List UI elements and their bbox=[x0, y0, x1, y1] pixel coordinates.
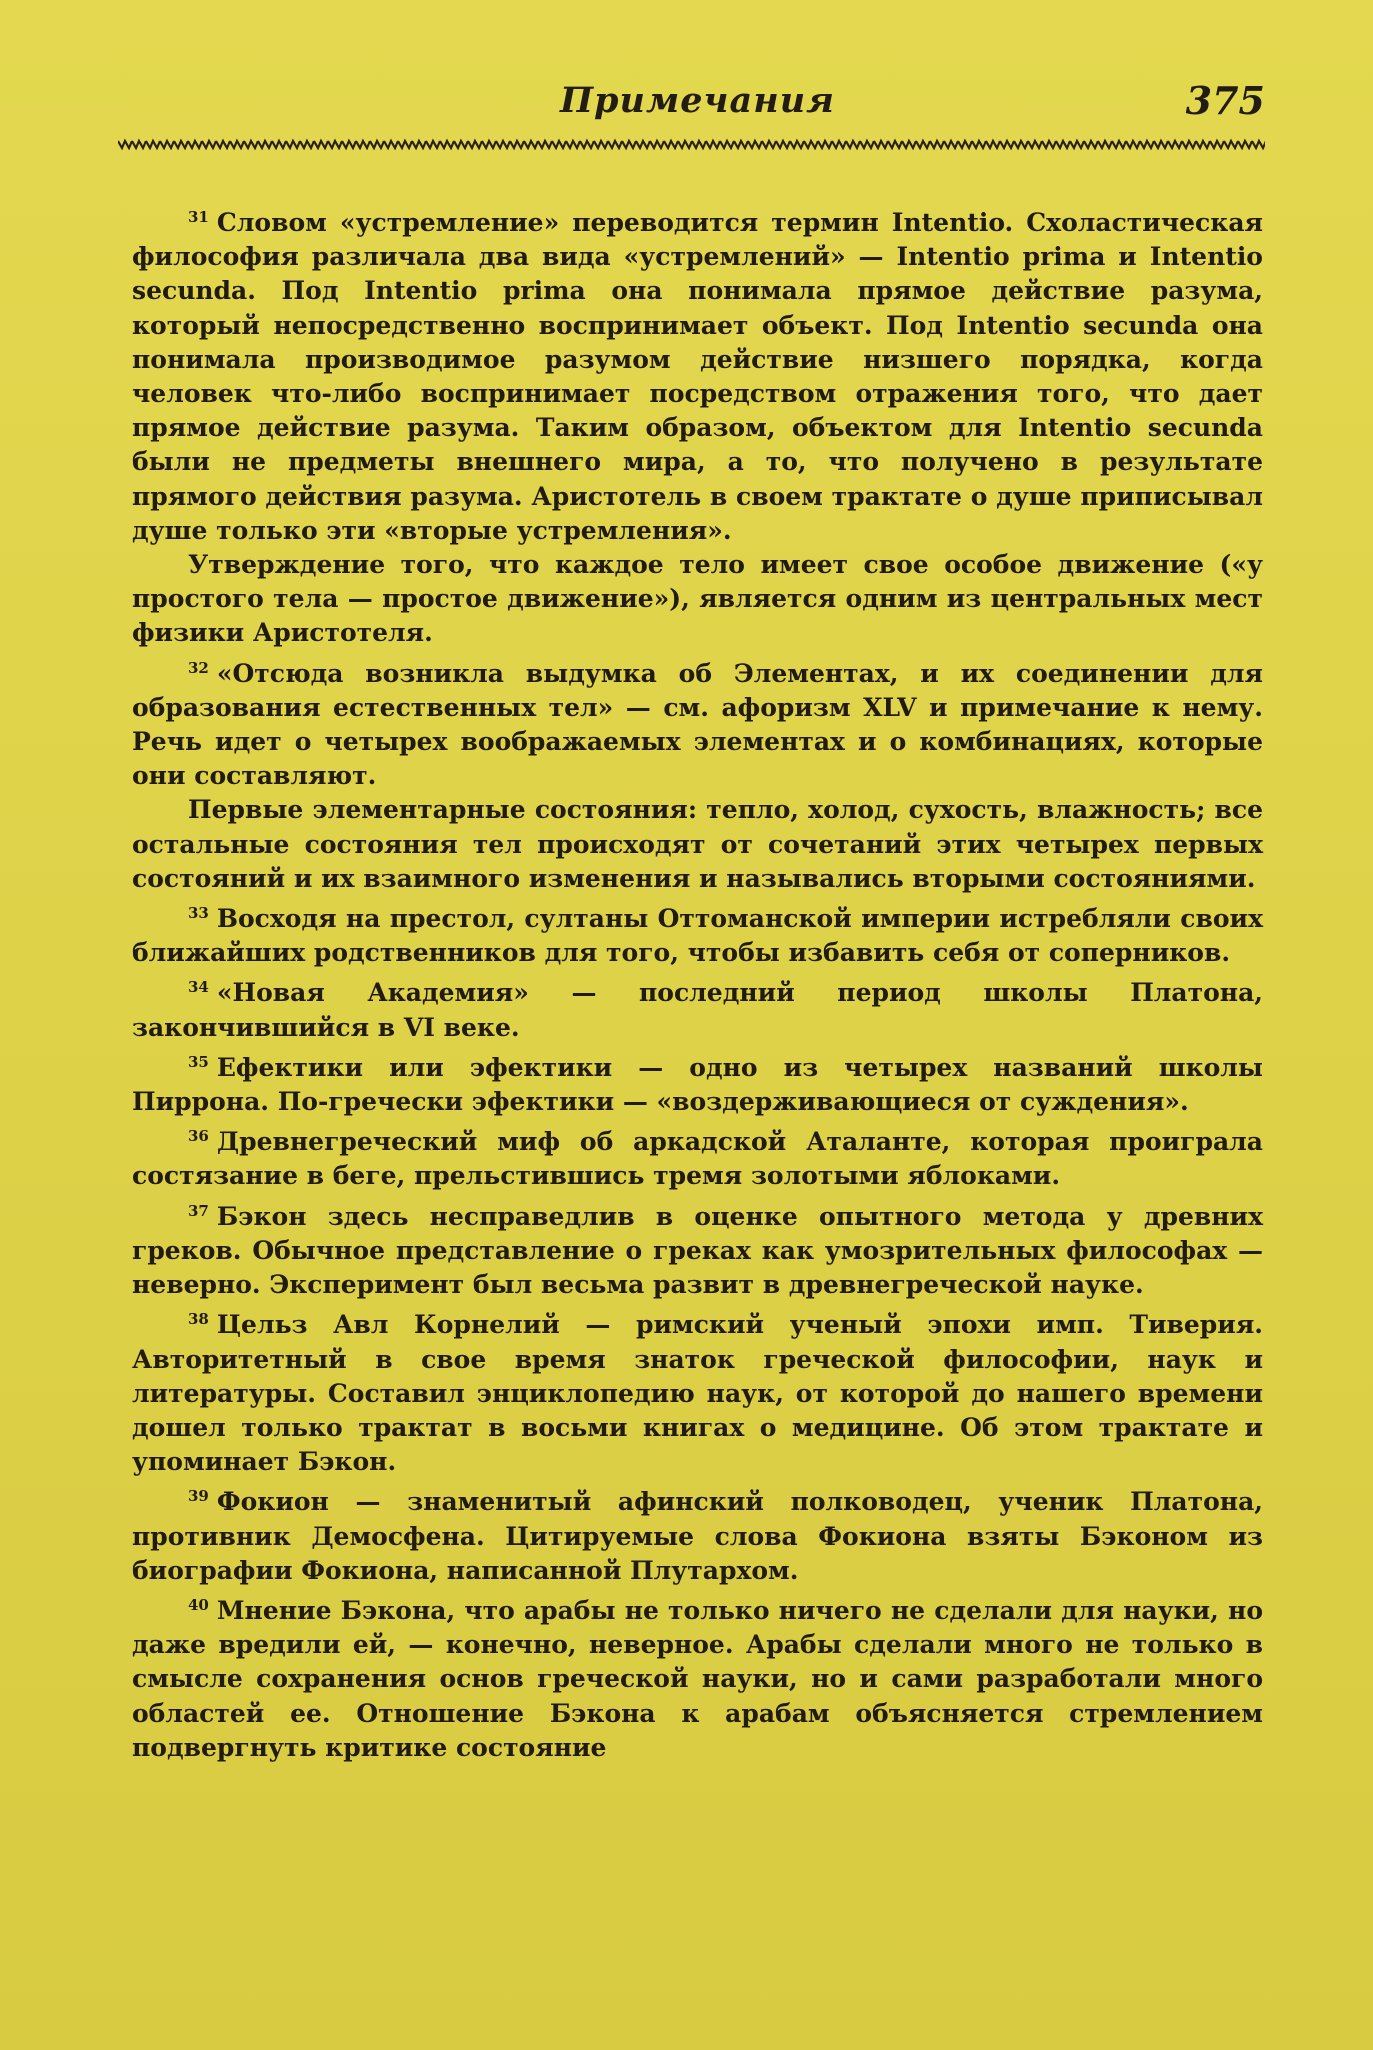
note-paragraph bbox=[132, 1194, 1263, 1303]
note-text: Ефектики или эфектики — одно из четырех названий школы Пиррона. По-гречески эфектики — «воздерживающиеся от суждения». bbox=[132, 1052, 1263, 1117]
note-text: Бэкон здесь несправедлив в оценке опытного метода у древних греков. Обычное представление о греках как умозрительных философах — неверно. Эксперимент был весьма развит в древнегреческой науке. bbox=[132, 1201, 1263, 1300]
note-text: Восходя на престол, султаны Оттоманской империи истребляли своих ближайших родственников для того, чтобы избавить себя от соперников. bbox=[132, 904, 1263, 968]
note-number: 31 bbox=[188, 208, 209, 226]
running-title: Примечания bbox=[559, 80, 836, 121]
note-number: 38 bbox=[188, 1310, 209, 1329]
note-paragraph bbox=[132, 1045, 1263, 1119]
note-paragraph bbox=[132, 970, 1263, 1044]
note-paragraph bbox=[132, 1588, 1263, 1765]
note-paragraph bbox=[132, 1479, 1263, 1588]
note-paragraph bbox=[132, 1302, 1263, 1479]
note-paragraph bbox=[132, 651, 1263, 794]
note-text: «Отсюда возникла выдумка об Элементах, и их соединении для образования естественных тел» — см. афоризм XLV и примечание к нему. Речь идет о четырех воображаемых элементах и о комбинациях, которые они составляют. bbox=[132, 658, 1263, 791]
note-number: 35 bbox=[188, 1052, 209, 1071]
page-number: 375 bbox=[1185, 78, 1265, 123]
note-paragraph bbox=[132, 548, 1263, 651]
decorative-wave-rule bbox=[118, 138, 1265, 150]
note-number: 32 bbox=[188, 658, 209, 677]
note-text: Словом «устремление» переводится термин Intentio. Схоластическая философия различала два вида «устремлений» — Intentio prima и Intentio secunda. Под Intentio prima она понимала прямое действие разума, который непосредственно воспринимает объект. Под Intentio secunda она понимала производимое разумом действие низшего порядка, когда человек что-либо воспринимает посредством отражения того, что дает прямое действие разума. Таким образом, объектом для Intentio secunda были не предметы внешнего мира, а то, что получено в результате прямого действия разума. Аристотель в своем трактате о душе приписывал душе только эти «вторые устремления». bbox=[132, 208, 1263, 545]
note-text: Первые элементарные состояния: тепло, холод, сухость, влажность; все остальные состояния тел происходят от сочетаний этих четырех первых состояний и их взаимного изменения и назывались вторыми состояниями. bbox=[132, 795, 1263, 893]
note-paragraph bbox=[132, 200, 1263, 548]
note-number: 37 bbox=[188, 1201, 209, 1220]
note-number: 39 bbox=[188, 1487, 209, 1506]
note-number: 40 bbox=[188, 1595, 209, 1614]
note-number: 34 bbox=[188, 978, 209, 997]
note-text: Цельз Авл Корнелий — римский ученый эпохи имп. Тиверия. Авторитетный в свое время знаток греческой философии, наук и литературы. Составил энциклопедию наук, от которой до нашего времени дошел только трактат в восьми книгах о медицине. Об этом трактате и упоминает Бэкон. bbox=[132, 1310, 1263, 1477]
note-text: «Новая Академия» — последний период школы Платона, закончившийся в VI веке. bbox=[132, 978, 1263, 1042]
note-paragraph bbox=[132, 896, 1263, 970]
note-paragraph bbox=[132, 1119, 1263, 1193]
page-header bbox=[130, 80, 1265, 136]
note-number: 36 bbox=[188, 1127, 209, 1146]
note-paragraph bbox=[132, 793, 1263, 896]
notes-body bbox=[132, 200, 1263, 1765]
note-number: 33 bbox=[188, 904, 209, 923]
note-text: Утверждение того, что каждое тело имеет свое особое движение («у простого тела — простое движение»), является одним из центральных мест физики Аристотеля. bbox=[132, 550, 1263, 648]
note-text: Мнение Бэкона, что арабы не только ничего не сделали для науки, но даже вредили ей, — конечно, неверное. Арабы сделали много не только в смысле сохранения основ греческой науки, но и сами разработали много областей ее. Отношение Бэкона к арабам объясняется стремлением подвергнуть критике состояние bbox=[132, 1595, 1263, 1762]
note-text: Древнегреческий миф об аркадской Аталанте, которая проиграла состязание в беге, прельстившись тремя золотыми яблоками. bbox=[132, 1127, 1263, 1191]
note-text: Фокион — знаменитый афинский полководец, ученик Платона, противник Демосфена. Цитируемые слова Фокиона взяты Бэконом из биографии Фокиона, написанной Плутархом. bbox=[132, 1487, 1263, 1585]
